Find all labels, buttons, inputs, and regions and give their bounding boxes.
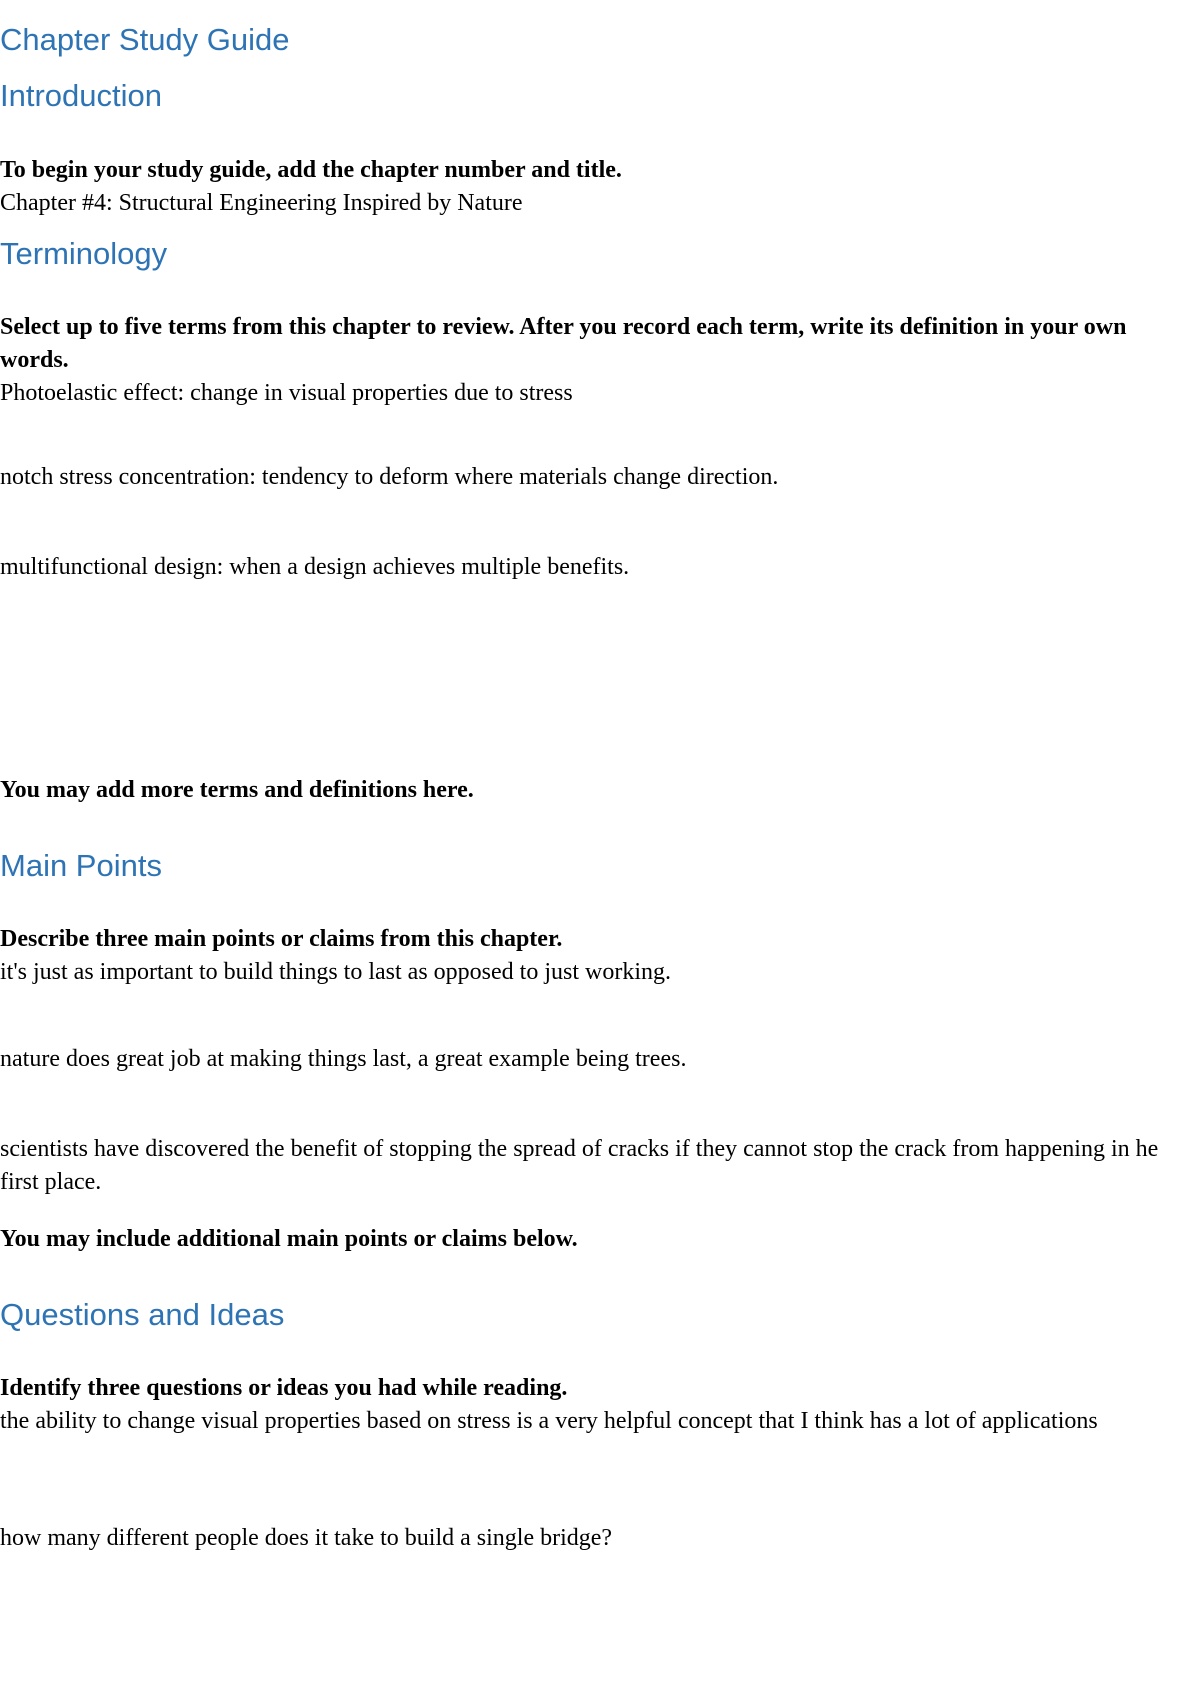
main-points-extra-prompt: You may include additional main points or claims below. xyxy=(0,1226,578,1252)
terminology-prompt-block xyxy=(0,311,1185,410)
terminology-heading: Terminology xyxy=(0,236,168,271)
main-point-2[interactable]: nature does great job at making things last, a great example being trees. xyxy=(0,1046,687,1072)
question-idea-2[interactable]: how many different people does it take to build a single bridge? xyxy=(0,1525,613,1551)
introduction-block xyxy=(0,154,1185,220)
terminology-prompt: Select up to five terms from this chapter to review. After you record each term, write its definition in your own words. xyxy=(0,314,1127,373)
question-idea-1[interactable]: the ability to change visual properties based on stress is a very helpful concept that I think has a lot of applications xyxy=(0,1408,1098,1434)
term-entry-2[interactable]: notch stress concentration: tendency to deform where materials change direction. xyxy=(0,464,779,490)
main-points-prompt: Describe three main points or claims from this chapter. xyxy=(0,926,563,952)
terminology-extra-prompt: You may add more terms and definitions here. xyxy=(0,777,474,803)
term-entry-1[interactable]: Photoelastic effect: change in visual properties due to stress xyxy=(0,380,573,406)
questions-ideas-heading: Questions and Ideas xyxy=(0,1297,285,1332)
questions-ideas-prompt: Identify three questions or ideas you had while reading. xyxy=(0,1375,568,1401)
introduction-prompt: To begin your study guide, add the chapter number and title. xyxy=(0,157,622,183)
main-point-3[interactable]: scientists have discovered the benefit of stopping the spread of cracks if they cannot stop the crack from happening in he first place. xyxy=(0,1136,1159,1195)
introduction-heading: Introduction xyxy=(0,78,162,113)
term-entry-3[interactable]: multifunctional design: when a design achieves multiple benefits. xyxy=(0,554,630,580)
questions-ideas-prompt-block xyxy=(0,1372,1185,1438)
document-title: Chapter Study Guide xyxy=(0,22,290,57)
main-points-heading: Main Points xyxy=(0,848,162,883)
main-point-1[interactable]: it's just as important to build things to last as opposed to just working. xyxy=(0,959,671,985)
chapter-title-answer[interactable]: Chapter #4: Structural Engineering Inspired by Nature xyxy=(0,190,523,216)
main-points-prompt-block xyxy=(0,923,1185,989)
